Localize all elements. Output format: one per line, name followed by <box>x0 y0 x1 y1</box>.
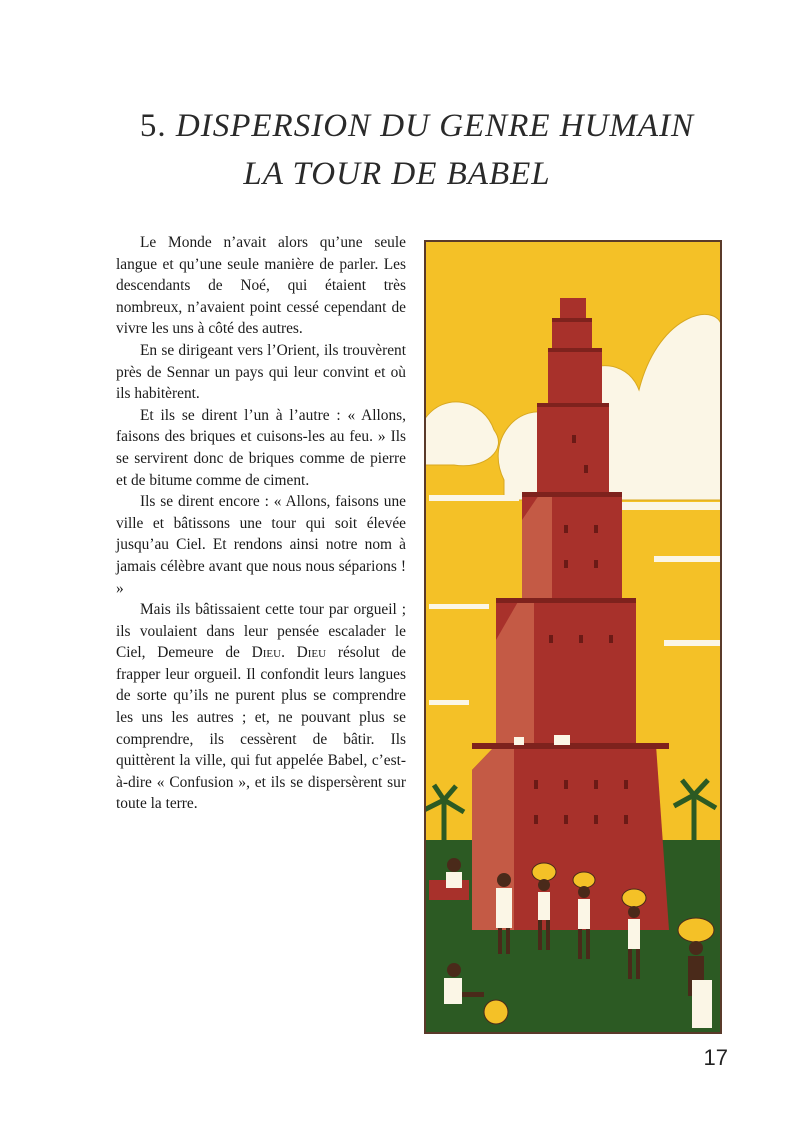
page-number: 17 <box>703 1045 728 1070</box>
p5-part-c: résolut de frapper leur orgueil. Il confondit leurs langues de sorte qu’ils ne purent plus se comprendre les uns les autres ; et, ne pouvant plus se comprendre, ils cessèrent de bâtir. Ils quittèrent la ville, qui fut appelée Babel, c’est-à-dire « Confusion », et ils se dispersèrent sur toute la terre. <box>116 644 406 813</box>
word-dieu-1: Dieu <box>251 644 282 662</box>
chapter-title-line1 <box>0 108 794 145</box>
paragraph-2: En se dirigeant vers l’Orient, ils trouvèrent près de Sennar un pays qui leur convint et où ils habitèrent. <box>116 341 406 403</box>
paragraph-5 <box>116 599 406 815</box>
paragraph-3: Et ils se dirent l’un à l’autre : « Allons, faisons des briques et cuisons-les au feu. » Ils se servirent donc de briques comme de pierre et de bitume comme de ciment. <box>116 406 406 489</box>
tower-of-babel-illustration <box>424 240 722 1034</box>
chapter-title: DISPERSION DU GENRE HUMAIN <box>175 108 695 144</box>
paragraph-1: Le Monde n’avait alors qu’une seule langue et qu’une seule manière de parler. Les descendants de Noé, qui étaient très nombreux, n’avaient point cessé cependant de vivre les uns à côté des autres. <box>116 234 406 338</box>
paragraph-4: Ils se dirent encore : « Allons, faisons une ville et bâtissons une tour qui soit élevée jusqu’au Ciel. Et rendons ainsi notre nom à jamais célèbre avant que nous nous séparions ! » <box>116 493 406 597</box>
chapter-subtitle: LA TOUR DE BABEL <box>243 156 551 192</box>
p5-part-a: Mais ils bâtissaient cette tour par orgueil ; ils voulaient dans leur pensée escalader le Ciel, Demeure de <box>116 601 406 662</box>
chapter-number: 5. <box>139 108 167 144</box>
p5-part-b: . <box>281 644 297 662</box>
word-dieu-2: Dieu <box>296 644 327 662</box>
body-text <box>116 232 406 815</box>
